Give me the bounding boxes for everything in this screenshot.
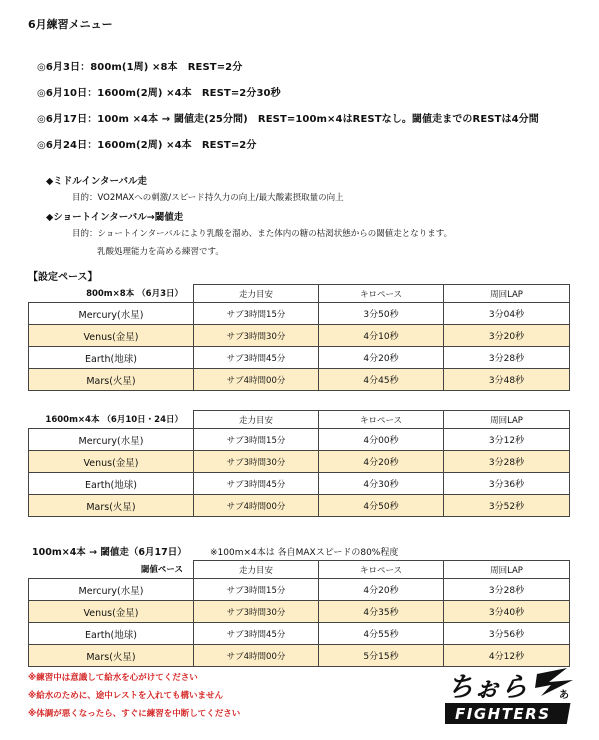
group-name: Venus(金星) (29, 601, 194, 623)
group-name: Earth(地球) (29, 623, 194, 645)
table-row (29, 473, 570, 495)
km-pace: 4分35秒 (319, 601, 444, 623)
target-time: サブ3時間45分 (194, 473, 319, 495)
warning-hydration: ※練習中は意識して給水を心がけてください (28, 673, 198, 683)
pace-table-1600m (28, 410, 570, 517)
short-interval-purpose-2: 乳酸処理能力を高める練習です。 (97, 247, 224, 257)
warning-rest: ※給水のために、途中レストを入れても構いません (28, 691, 224, 701)
table-row (29, 369, 570, 391)
schedule-item: ◎6月3日：800m(1周) ×8本 REST=2分 (37, 62, 243, 73)
group-name: Earth(地球) (29, 473, 194, 495)
lap-time: 3分40秒 (444, 601, 570, 623)
km-pace: 4分20秒 (319, 347, 444, 369)
table-label: 閾値ペース (29, 561, 194, 579)
table-row (29, 303, 570, 325)
lap-time: 3分28秒 (444, 579, 570, 601)
km-pace: 4分10秒 (319, 325, 444, 347)
target-time: サブ3時間15分 (194, 303, 319, 325)
warning-health: ※体調が悪くなったら、すぐに練習を中断してください (28, 709, 241, 719)
target-time: サブ3時間15分 (194, 579, 319, 601)
target-time: サブ4時間00分 (194, 369, 319, 391)
logo-text-top: ちぉら (445, 672, 530, 703)
group-name: Venus(金星) (29, 451, 194, 473)
lap-time: 3分56秒 (444, 623, 570, 645)
km-pace: 4分50秒 (319, 495, 444, 517)
km-pace: 4分20秒 (319, 579, 444, 601)
table-row (29, 601, 570, 623)
middle-interval-heading: ◆ミドルインターバル走 (46, 176, 147, 187)
km-pace: 5分15秒 (319, 645, 444, 667)
middle-interval-purpose: 目的：VO2MAXへの刺激/スピード持久力の向上/最大酸素摂取量の向上 (72, 193, 344, 203)
header-target: 走力目安 (194, 561, 319, 579)
short-interval-purpose: 目的：ショートインターバルにより乳酸を溜め、また体内の糖の枯渇状態からの閾値走となります。 (72, 229, 453, 239)
group-name: Mercury(水星) (29, 303, 194, 325)
table-row (29, 429, 570, 451)
table-label: 1600m×4本 （6月10日・24日） (29, 411, 194, 429)
schedule-item: ◎6月10日：1600m(2周) ×4本 REST=2分30秒 (37, 88, 281, 99)
target-time: サブ3時間30分 (194, 325, 319, 347)
km-pace: 4分30秒 (319, 473, 444, 495)
fighters-logo (445, 666, 581, 728)
header-lap: 周回LAP (444, 411, 570, 429)
threshold-title: 100m×4本 → 閾値走（6月17日） (32, 547, 187, 558)
header-km-pace: キロペース (319, 561, 444, 579)
pace-table-threshold (28, 560, 570, 667)
km-pace: 4分00秒 (319, 429, 444, 451)
short-interval-heading: ◆ショートインターバル→閾値走 (46, 212, 184, 223)
header-lap: 周回LAP (444, 561, 570, 579)
group-name: Earth(地球) (29, 347, 194, 369)
table-row (29, 325, 570, 347)
lap-time: 3分52秒 (444, 495, 570, 517)
group-name: Mars(火星) (29, 369, 194, 391)
target-time: サブ3時間15分 (194, 429, 319, 451)
km-pace: 4分45秒 (319, 369, 444, 391)
page-title: 6月練習メニュー (28, 18, 113, 31)
header-lap: 周回LAP (444, 285, 570, 303)
table-row (29, 347, 570, 369)
schedule-item: ◎6月17日：100m ×4本 → 閾値走(25分間) REST=100m×4はRESTなし。閾値走までのRESTは4分間 (37, 114, 539, 125)
logo-text-bottom: FIGHTERS (455, 705, 551, 723)
lap-time: 3分36秒 (444, 473, 570, 495)
lap-time: 4分12秒 (444, 645, 570, 667)
target-time: サブ3時間45分 (194, 347, 319, 369)
table-row (29, 451, 570, 473)
schedule-item: ◎6月24日：1600m(2周) ×4本 REST=2分 (37, 140, 257, 151)
target-time: サブ3時間45分 (194, 623, 319, 645)
pace-table-800m (28, 284, 570, 391)
target-time: サブ3時間30分 (194, 451, 319, 473)
header-km-pace: キロペース (319, 411, 444, 429)
lap-time: 3分20秒 (444, 325, 570, 347)
table-row (29, 579, 570, 601)
target-time: サブ3時間30分 (194, 601, 319, 623)
lap-time: 3分28秒 (444, 451, 570, 473)
table-row (29, 645, 570, 667)
km-pace: 4分20秒 (319, 451, 444, 473)
threshold-note: ※100m×4本は 各自MAXスピードの80%程度 (210, 548, 399, 558)
lap-time: 3分48秒 (444, 369, 570, 391)
group-name: Mars(火星) (29, 645, 194, 667)
table-row (29, 495, 570, 517)
table-label: 800m×8本 （6月3日） (29, 285, 194, 303)
logo-text-small: あ (559, 690, 569, 701)
lap-time: 3分12秒 (444, 429, 570, 451)
group-name: Mercury(水星) (29, 429, 194, 451)
header-km-pace: キロペース (319, 285, 444, 303)
group-name: Mercury(水星) (29, 579, 194, 601)
km-pace: 3分50秒 (319, 303, 444, 325)
target-time: サブ4時間00分 (194, 495, 319, 517)
settings-heading: 【設定ペース】 (28, 272, 98, 283)
km-pace: 4分55秒 (319, 623, 444, 645)
target-time: サブ4時間00分 (194, 645, 319, 667)
table-row (29, 623, 570, 645)
group-name: Venus(金星) (29, 325, 194, 347)
group-name: Mars(火星) (29, 495, 194, 517)
header-target: 走力目安 (194, 411, 319, 429)
header-target: 走力目安 (194, 285, 319, 303)
lap-time: 3分28秒 (444, 347, 570, 369)
lap-time: 3分04秒 (444, 303, 570, 325)
